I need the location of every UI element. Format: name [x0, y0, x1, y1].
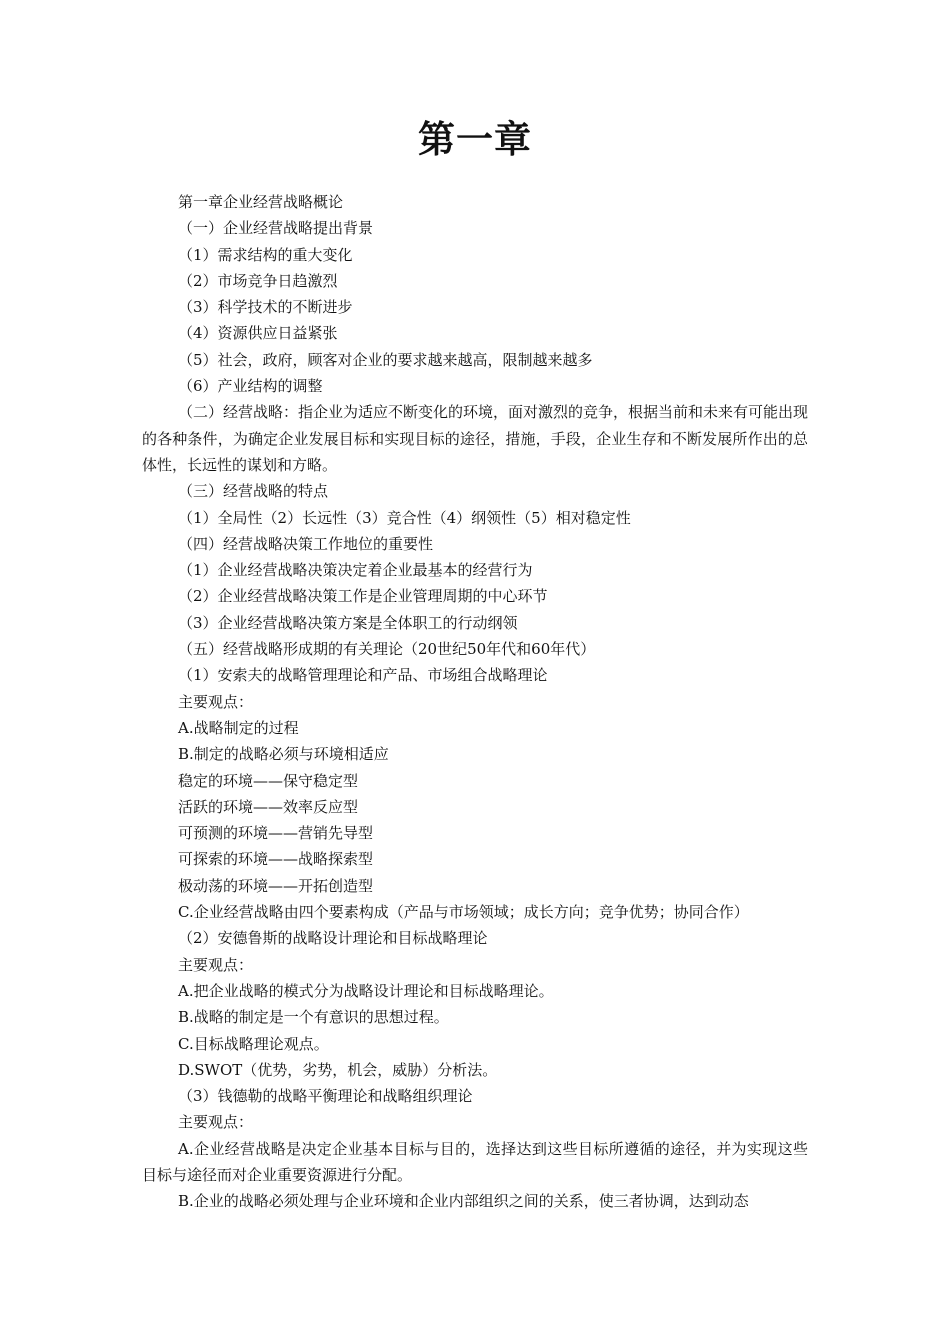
- paragraph: （2）企业经营战略决策工作是企业管理周期的中心环节: [178, 587, 548, 606]
- chapter-title: 第一章: [418, 118, 532, 161]
- paragraph: 主要观点：: [178, 955, 254, 974]
- paragraph: 可预测的环境——营销先导型: [178, 824, 374, 843]
- paragraph: （3）企业经营战略决策方案是全体职工的行动纲领: [178, 613, 518, 632]
- paragraph: A.企业经营战略是决定企业基本目标与目的，选择达到这些目标所遵循的途径，并为实现这些目标与途径而对企业重要资源进行分配。: [142, 1139, 808, 1184]
- paragraph: 稳定的环境——保守稳定型: [178, 771, 359, 790]
- paragraph: （3）科学技术的不断进步: [178, 298, 353, 317]
- paragraph: 第一章企业经营战略概论: [178, 193, 344, 211]
- paragraph: C.企业经营战略由四个要素构成（产品与市场领域；成长方向；竞争优势；协同合作）: [178, 903, 749, 922]
- paragraph: C.目标战略理论观点。: [178, 1034, 329, 1053]
- paragraph: A.战略制定的过程: [178, 718, 299, 737]
- paragraph: （1）安索夫的战略管理理论和产品、市场组合战略理论: [178, 666, 548, 685]
- paragraph: A.把企业战略的模式分为战略设计理论和目标战略理论。: [178, 981, 554, 1000]
- paragraph: 活跃的环境——效率反应型: [178, 797, 359, 816]
- body-text: [142, 189, 808, 1215]
- paragraph: 极动荡的环境——开拓创造型: [178, 876, 374, 895]
- paragraph: （2）市场竞争日趋激烈: [178, 271, 338, 290]
- paragraph: D.SWOT（优势，劣势，机会，威胁）分析法。: [178, 1060, 498, 1079]
- paragraph: （5）社会，政府，顾客对企业的要求越来越高，限制越来越多: [178, 350, 593, 369]
- paragraph: （1）企业经营战略决策决定着企业最基本的经营行为: [178, 561, 533, 580]
- paragraph: （五）经营战略形成期的有关理论（20世纪50年代和60年代）: [178, 640, 596, 659]
- paragraph: B.企业的战略必须处理与企业环境和企业内部组织之间的关系，使三者协调，达到动态: [178, 1192, 749, 1211]
- paragraph: B.制定的战略必须与环境相适应: [178, 745, 389, 764]
- paragraph: （二）经营战略：指企业为适应不断变化的环境，面对激烈的竞争，根据当前和未来有可能出现的各种条件，为确定企业发展目标和实现目标的途径，措施，手段，企业生存和不断发展所作出的总体性，长远性的谋划和方略。: [142, 403, 809, 474]
- paragraph: 可探索的环境——战略探索型: [178, 850, 374, 869]
- paragraph: （6）产业结构的调整: [178, 377, 323, 396]
- paragraph: （三）经营战略的特点: [178, 482, 329, 501]
- paragraph: （2）安德鲁斯的战略设计理论和目标战略理论: [178, 929, 488, 948]
- paragraph: B.战略的制定是一个有意识的思想过程。: [178, 1008, 449, 1027]
- paragraph: （1）全局性（2）长远性（3）竞合性（4）纲领性（5）相对稳定性: [178, 508, 631, 527]
- paragraph: （四）经营战略决策工作地位的重要性: [178, 534, 434, 553]
- paragraph: （3）钱德勒的战略平衡理论和战略组织理论: [178, 1087, 473, 1106]
- paragraph: （1）需求结构的重大变化: [178, 245, 353, 264]
- paragraph: （一）企业经营战略提出背景: [178, 219, 374, 238]
- paragraph: 主要观点：: [178, 692, 254, 711]
- paragraph: （4）资源供应日益紧张: [178, 324, 338, 343]
- paragraph: 主要观点：: [178, 1113, 254, 1132]
